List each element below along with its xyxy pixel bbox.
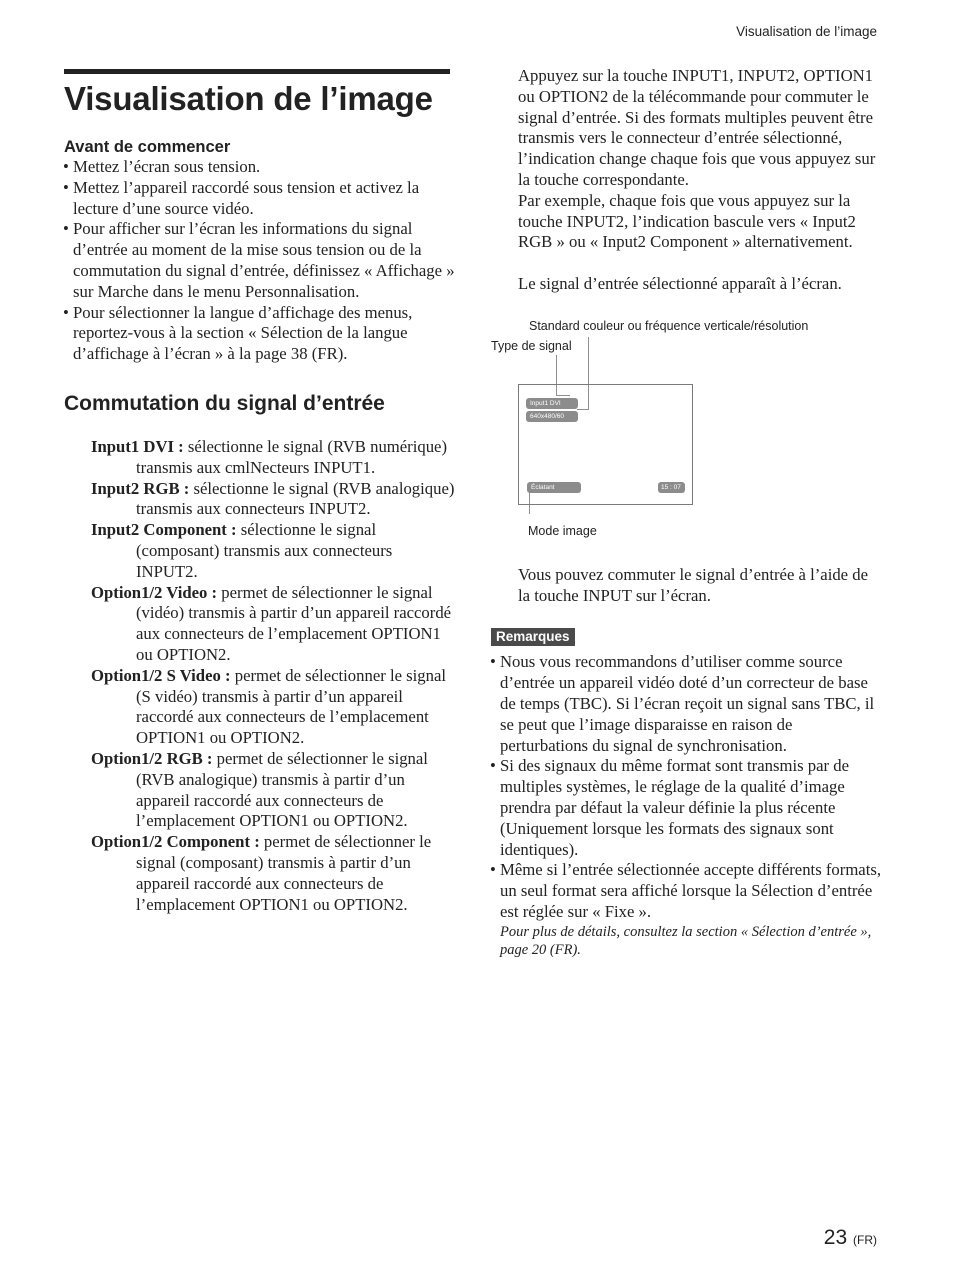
- signal-desc: sélectionne le signal (RVB analogique) transmis aux connecteurs INPUT2.: [136, 478, 455, 519]
- signal-term: Option1/2 Component :: [91, 832, 260, 852]
- signal-desc: permet de sélectionner le signal (vidéo) transmis à partir d’un appareil raccordé aux connecteurs de l’emplacement OPTION1 ou OPTION2.: [136, 582, 452, 664]
- right-column: [491, 66, 883, 960]
- list-item: • Pour sélectionner la langue d’affichage des menus, reportez-vous à la section « Sélection de la langue d’affichage à l’écran » à la page 38 (FR).: [64, 303, 456, 365]
- avant-bullet-list: [64, 157, 456, 365]
- osd-picture-mode: Éclatant: [527, 482, 581, 493]
- signal-term: Input2 RGB :: [91, 478, 190, 498]
- reference-note: Pour plus de détails, consultez la section « Sélection d’entrée », page 20 (FR).: [500, 923, 872, 959]
- signal-item: [64, 479, 456, 521]
- label-signal-type: Type de signal: [491, 338, 572, 353]
- signal-item: [64, 520, 456, 582]
- list-item: • Même si l’entrée sélectionnée accepte différents formats, un seul format sera affiché lorsque la Sélection d’entrée est réglée sur « Fixe ».: [491, 860, 883, 922]
- signal-desc: sélectionne le signal (composant) transmis aux connecteurs INPUT2.: [136, 520, 393, 581]
- remarques-list: [491, 652, 883, 922]
- label-picture-mode: Mode image: [528, 523, 597, 538]
- signal-desc: permet de sélectionner le signal (composant) transmis à partir d’un appareil raccordé aux connecteurs de l’emplacement OPTION1 ou OPTION2.: [136, 832, 432, 914]
- page-title: Visualisation de l’image: [64, 80, 433, 117]
- osd-resolution-label: 640x480/60: [526, 411, 578, 422]
- osd-diagram: [491, 319, 883, 559]
- list-item: • Mettez l’écran sous tension.: [64, 157, 456, 178]
- list-item: • Mettez l’appareil raccordé sous tension et activez la lecture d’une source vidéo.: [64, 178, 456, 220]
- signal-desc: sélectionne le signal (RVB numérique) transmis aux cmlNecteurs INPUT1.: [136, 436, 448, 477]
- signal-desc: permet de sélectionner le signal (S vidéo) transmis à partir d’un appareil raccordé aux connecteurs de l’emplacement OPTION1 ou OPTION2.: [136, 665, 447, 748]
- osd-clock: 15 : 07: [658, 482, 685, 493]
- label-standard: Standard couleur ou fréquence verticale/résolution: [529, 318, 809, 333]
- result-paragraph: Le signal d’entrée sélectionné apparaît à l’écran.: [518, 273, 842, 293]
- list-item: • Si des signaux du même format sont transmis par de multiples systèmes, le réglage de la qualité d’image prendra par défaut la valeur définie la plus récente (Uniquement lorsque les formats des signaux sont identiques).: [491, 756, 883, 860]
- signal-term: Option1/2 RGB :: [91, 748, 213, 768]
- signal-item: [64, 749, 456, 832]
- list-item: • Pour afficher sur l’écran les informations du signal d’entrée au moment de la mise sous tension ou de la commutation du signal d’entrée, définissez « Affichage » sur Marche dans le menu Personnalisation.: [64, 219, 456, 302]
- signal-term: Input2 Component :: [91, 520, 237, 540]
- signal-term: Option1/2 S Video :: [91, 665, 231, 685]
- signal-item: [64, 437, 456, 479]
- avant-heading: Avant de commencer: [64, 138, 231, 156]
- page-number-value: 23: [823, 1226, 848, 1249]
- list-item: • Nous vous recommandons d’utiliser comme source d’entrée un appareil vidéo doté d’un correcteur de base de temps (TBC). Si l’écran reçoit un signal sans TBC, il se peut que l’image disparaisse en raison de perturbations du signal de synchronisation.: [491, 652, 883, 756]
- input-key-paragraph: Vous pouvez commuter le signal d’entrée à l’aide de la touche INPUT sur l’écran.: [518, 564, 869, 605]
- screen-frame: [518, 384, 693, 505]
- signal-desc: permet de sélectionner le signal (RVB analogique) transmis à partir d’un appareil raccordé aux connecteurs de l’emplacement OPTION1 ou OPTION2.: [136, 748, 428, 831]
- page-number-suffix: (FR): [853, 1233, 877, 1247]
- section-heading: Commutation du signal d’entrée: [64, 391, 385, 415]
- osd-input-label: Input1 DVI: [526, 398, 578, 409]
- signal-item: [64, 583, 456, 666]
- title-rule: [64, 69, 450, 74]
- left-column: [64, 69, 456, 915]
- instruction-paragraph: Appuyez sur la touche INPUT1, INPUT2, OPTION1 ou OPTION2 de la télécommande pour commuter le signal d’entrée. Si des formats multiples peuvent être transmis vers le connecteur d’entrée sélectionné, l’indication change chaque fois que vous appuyez sur la touche correspondante.: [518, 66, 876, 189]
- running-header: Visualisation de l’image: [736, 24, 877, 39]
- example-paragraph: Par exemple, chaque fois que vous appuyez sur la touche INPUT2, l’indication bascule vers « Input2 RGB » ou « Input2 Component » alternativement.: [518, 190, 856, 252]
- remarques-badge: Remarques: [491, 628, 575, 646]
- signal-list: [64, 437, 456, 915]
- signal-item: [64, 832, 456, 915]
- signal-term: Input1 DVI :: [91, 436, 184, 456]
- signal-item: [64, 666, 456, 749]
- page-number: [824, 1226, 877, 1250]
- signal-term: Option1/2 Video :: [91, 582, 218, 602]
